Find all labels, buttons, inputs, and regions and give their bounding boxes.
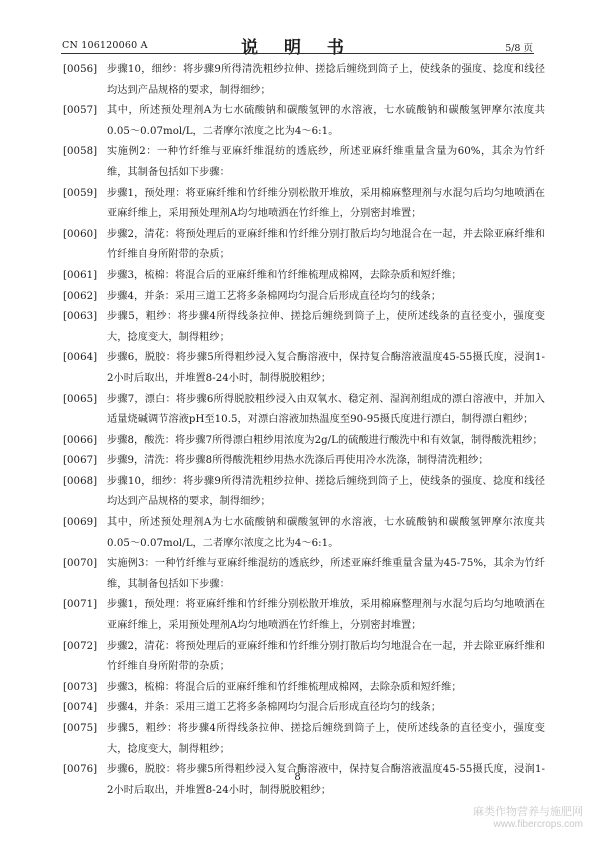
- paragraph-text: 实施例2：一种竹纤维与亚麻纤维混纺的透底纱，所述亚麻纤维重量含量为60%，其余为竹纤维，其制备包括如下步骤：: [107, 146, 545, 178]
- header-rule: [61, 53, 534, 54]
- paragraph-text: 其中，所述预处理剂A为七水硫酸钠和碳酸氢钾的水溶液，七水硫酸钠和碳酸氢钾摩尔浓度共0.05～0.07mol/L，二者摩尔浓度之比为4～6:1。: [107, 105, 545, 137]
- page-number: 8: [294, 772, 301, 783]
- paragraph-text: 步骤1，预处理：将亚麻纤维和竹纤维分别松散开堆放，采用棉麻整理剂与水混匀后均匀地喷洒在亚麻纤维上，采用预处理剂A均匀地喷洒在竹纤维上，分别密封堆置；: [107, 599, 545, 632]
- paragraph: [63, 595, 545, 636]
- publication-number: CN 106120060 A: [62, 40, 148, 51]
- paragraph-number: [0064]: [63, 352, 98, 364]
- paragraph: [63, 554, 545, 595]
- paragraph-number: [0058]: [63, 146, 98, 158]
- paragraph-text: 步骤9，清洗：将步骤8所得酸洗粗纱用热水洗涤后再使用冷水洗涤，制得清洗粗纱；: [107, 455, 489, 467]
- paragraph: [63, 307, 545, 348]
- paragraph-text: 步骤7，漂白：将步骤6所得脱胶粗纱浸入由双氧水、稳定剂、湿润剂组成的漂白溶液中，并加入适量烧碱调节溶液pH至10.5，对漂白溶液加热温度至90-95摄氏度进行漂白，制得漂白粗纱；: [107, 393, 545, 426]
- paragraph-number: [0067]: [63, 455, 98, 467]
- document-title: 说 明 书: [241, 38, 354, 58]
- paragraph: [63, 698, 545, 719]
- paragraph-number: [0069]: [63, 517, 98, 529]
- watermark: [473, 803, 583, 830]
- paragraph-text: 步骤5，粗纱：将步骤4所得线条拉伸、搓捻后缠绕到筒子上，使所述线条的直径变小，强度变大，捻度变大，制得粗纱；: [107, 311, 545, 343]
- paragraph: [63, 472, 545, 513]
- paragraph-number: [0066]: [63, 434, 98, 446]
- paragraph-number: [0061]: [63, 269, 98, 281]
- paragraph-number: [0075]: [63, 723, 98, 734]
- paragraph-number: [0068]: [63, 475, 98, 487]
- paragraph-text: 步骤6，脱胶：将步骤5所得粗纱浸入复合酶溶液中，保持复合酶溶液温度45-55摄氏度，浸润1-2小时后取出，并堆置8-24小时，制得脱胶粗纱；: [107, 352, 545, 384]
- paragraph: [63, 142, 545, 183]
- paragraph: [63, 184, 545, 225]
- paragraph-number: [0063]: [63, 311, 98, 323]
- paragraph: [63, 101, 545, 142]
- paragraph-text: 步骤6，脱胶：将步骤5所得粗纱浸入复合酶溶液中，保持复合酶溶液温度45-55摄氏度，浸润1-2小时后取出，并堆置8-24小时，制得脱胶粗纱；: [107, 764, 545, 796]
- paragraph-text: 步骤2，清花：将预处理后的亚麻纤维和竹纤维分别打散后均匀地混合在一起，并去除亚麻纤维和竹纤维自身所附带的杂质；: [107, 228, 545, 261]
- paragraph-number: [0074]: [63, 702, 98, 714]
- watermark-site-name: 麻类作物营养与施肥网: [473, 806, 583, 818]
- paragraph-text: 步骤1，预处理：将亚麻纤维和竹纤维分别松散开堆放，采用棉麻整理剂与水混匀后均匀地喷洒在亚麻纤维上，采用预处理剂A均匀地喷洒在竹纤维上，分别密封堆置；: [107, 187, 545, 220]
- paragraph: [63, 719, 545, 760]
- paragraph-number: [0073]: [63, 681, 98, 693]
- paragraph-number: [0076]: [63, 764, 98, 776]
- paragraph-text: 步骤10，细纱：将步骤9所得清洗粗纱拉伸、搓捻后缠绕到筒子上，使线条的强度、捻度和线径均达到产品规格的要求，制得细纱；: [107, 64, 545, 96]
- paragraph-number: [0059]: [63, 187, 98, 199]
- paragraph-text: 步骤4，并条：采用三道工艺将多条棉网均匀混合后形成直径均匀的线条；: [107, 702, 442, 714]
- paragraph: [63, 348, 545, 389]
- paragraph-number: [0057]: [63, 105, 98, 117]
- paragraph: [63, 451, 545, 472]
- paragraph-text: 步骤2，清花：将预处理后的亚麻纤维和竹纤维分别打散后均匀地混合在一起，并去除亚麻纤维和竹纤维自身所附带的杂质；: [107, 640, 545, 673]
- document-body: [63, 60, 545, 801]
- paragraph-text: 实施例3：一种竹纤维与亚麻纤维混纺的透底纱，所述亚麻纤维重量含量为45-75%，其余为竹纤维，其制备包括如下步骤：: [107, 558, 545, 590]
- paragraph-text: 其中，所述预处理剂A为七水硫酸钠和碳酸氢钾的水溶液，七水硫酸钠和碳酸氢钾摩尔浓度共0.05～0.07mol/L，二者摩尔浓度之比为4～6:1。: [107, 517, 545, 549]
- page-header: [0, 0, 595, 58]
- paragraph-text: 步骤10，细纱：将步骤9所得清洗粗纱拉伸、搓捻后缠绕到筒子上，使线条的强度、捻度和线径均达到产品规格的要求，制得细纱；: [107, 475, 545, 508]
- paragraph-text: 步骤3，梳棉：将混合后的亚麻纤维和竹纤维梳理成棉网，去除杂质和短纤维；: [107, 269, 462, 281]
- paragraph-number: [0072]: [63, 640, 98, 652]
- paragraph: [63, 266, 545, 287]
- paragraph: [63, 60, 545, 101]
- paragraph-number: [0056]: [63, 64, 98, 75]
- watermark-url: www.fibercrops.com: [493, 819, 583, 830]
- paragraph: [63, 678, 545, 699]
- paragraph-text: 步骤3，梳棉：将混合后的亚麻纤维和竹纤维梳理成棉网，去除杂质和短纤维；: [107, 681, 462, 693]
- paragraph-text: 步骤8，酸洗：将步骤7所得漂白粗纱用浓度为2g/L的硫酸进行酸洗中和有效氯，制得酸洗粗纱；: [107, 434, 543, 446]
- paragraph-number: [0060]: [63, 228, 98, 240]
- paragraph-text: 步骤4，并条：采用三道工艺将多条棉网均匀混合后形成直径均匀的线条；: [107, 290, 442, 302]
- paragraph-text: 步骤5，粗纱：将步骤4所得线条拉伸、搓捻后缠绕到筒子上，使所述线条的直径变小，强度变大，捻度变大，制得粗纱；: [107, 723, 545, 755]
- paragraph-number: [0070]: [63, 558, 98, 570]
- paragraph: [63, 431, 545, 452]
- paragraph: [63, 390, 545, 431]
- paragraph: [63, 287, 545, 308]
- paragraph-number: [0062]: [63, 290, 98, 302]
- paragraph: [63, 225, 545, 266]
- paragraph-number: [0071]: [63, 599, 98, 611]
- paragraph-number: [0065]: [63, 393, 98, 405]
- page-indicator: 5/8 页: [505, 43, 533, 54]
- paragraph: [63, 513, 545, 554]
- paragraph: [63, 637, 545, 678]
